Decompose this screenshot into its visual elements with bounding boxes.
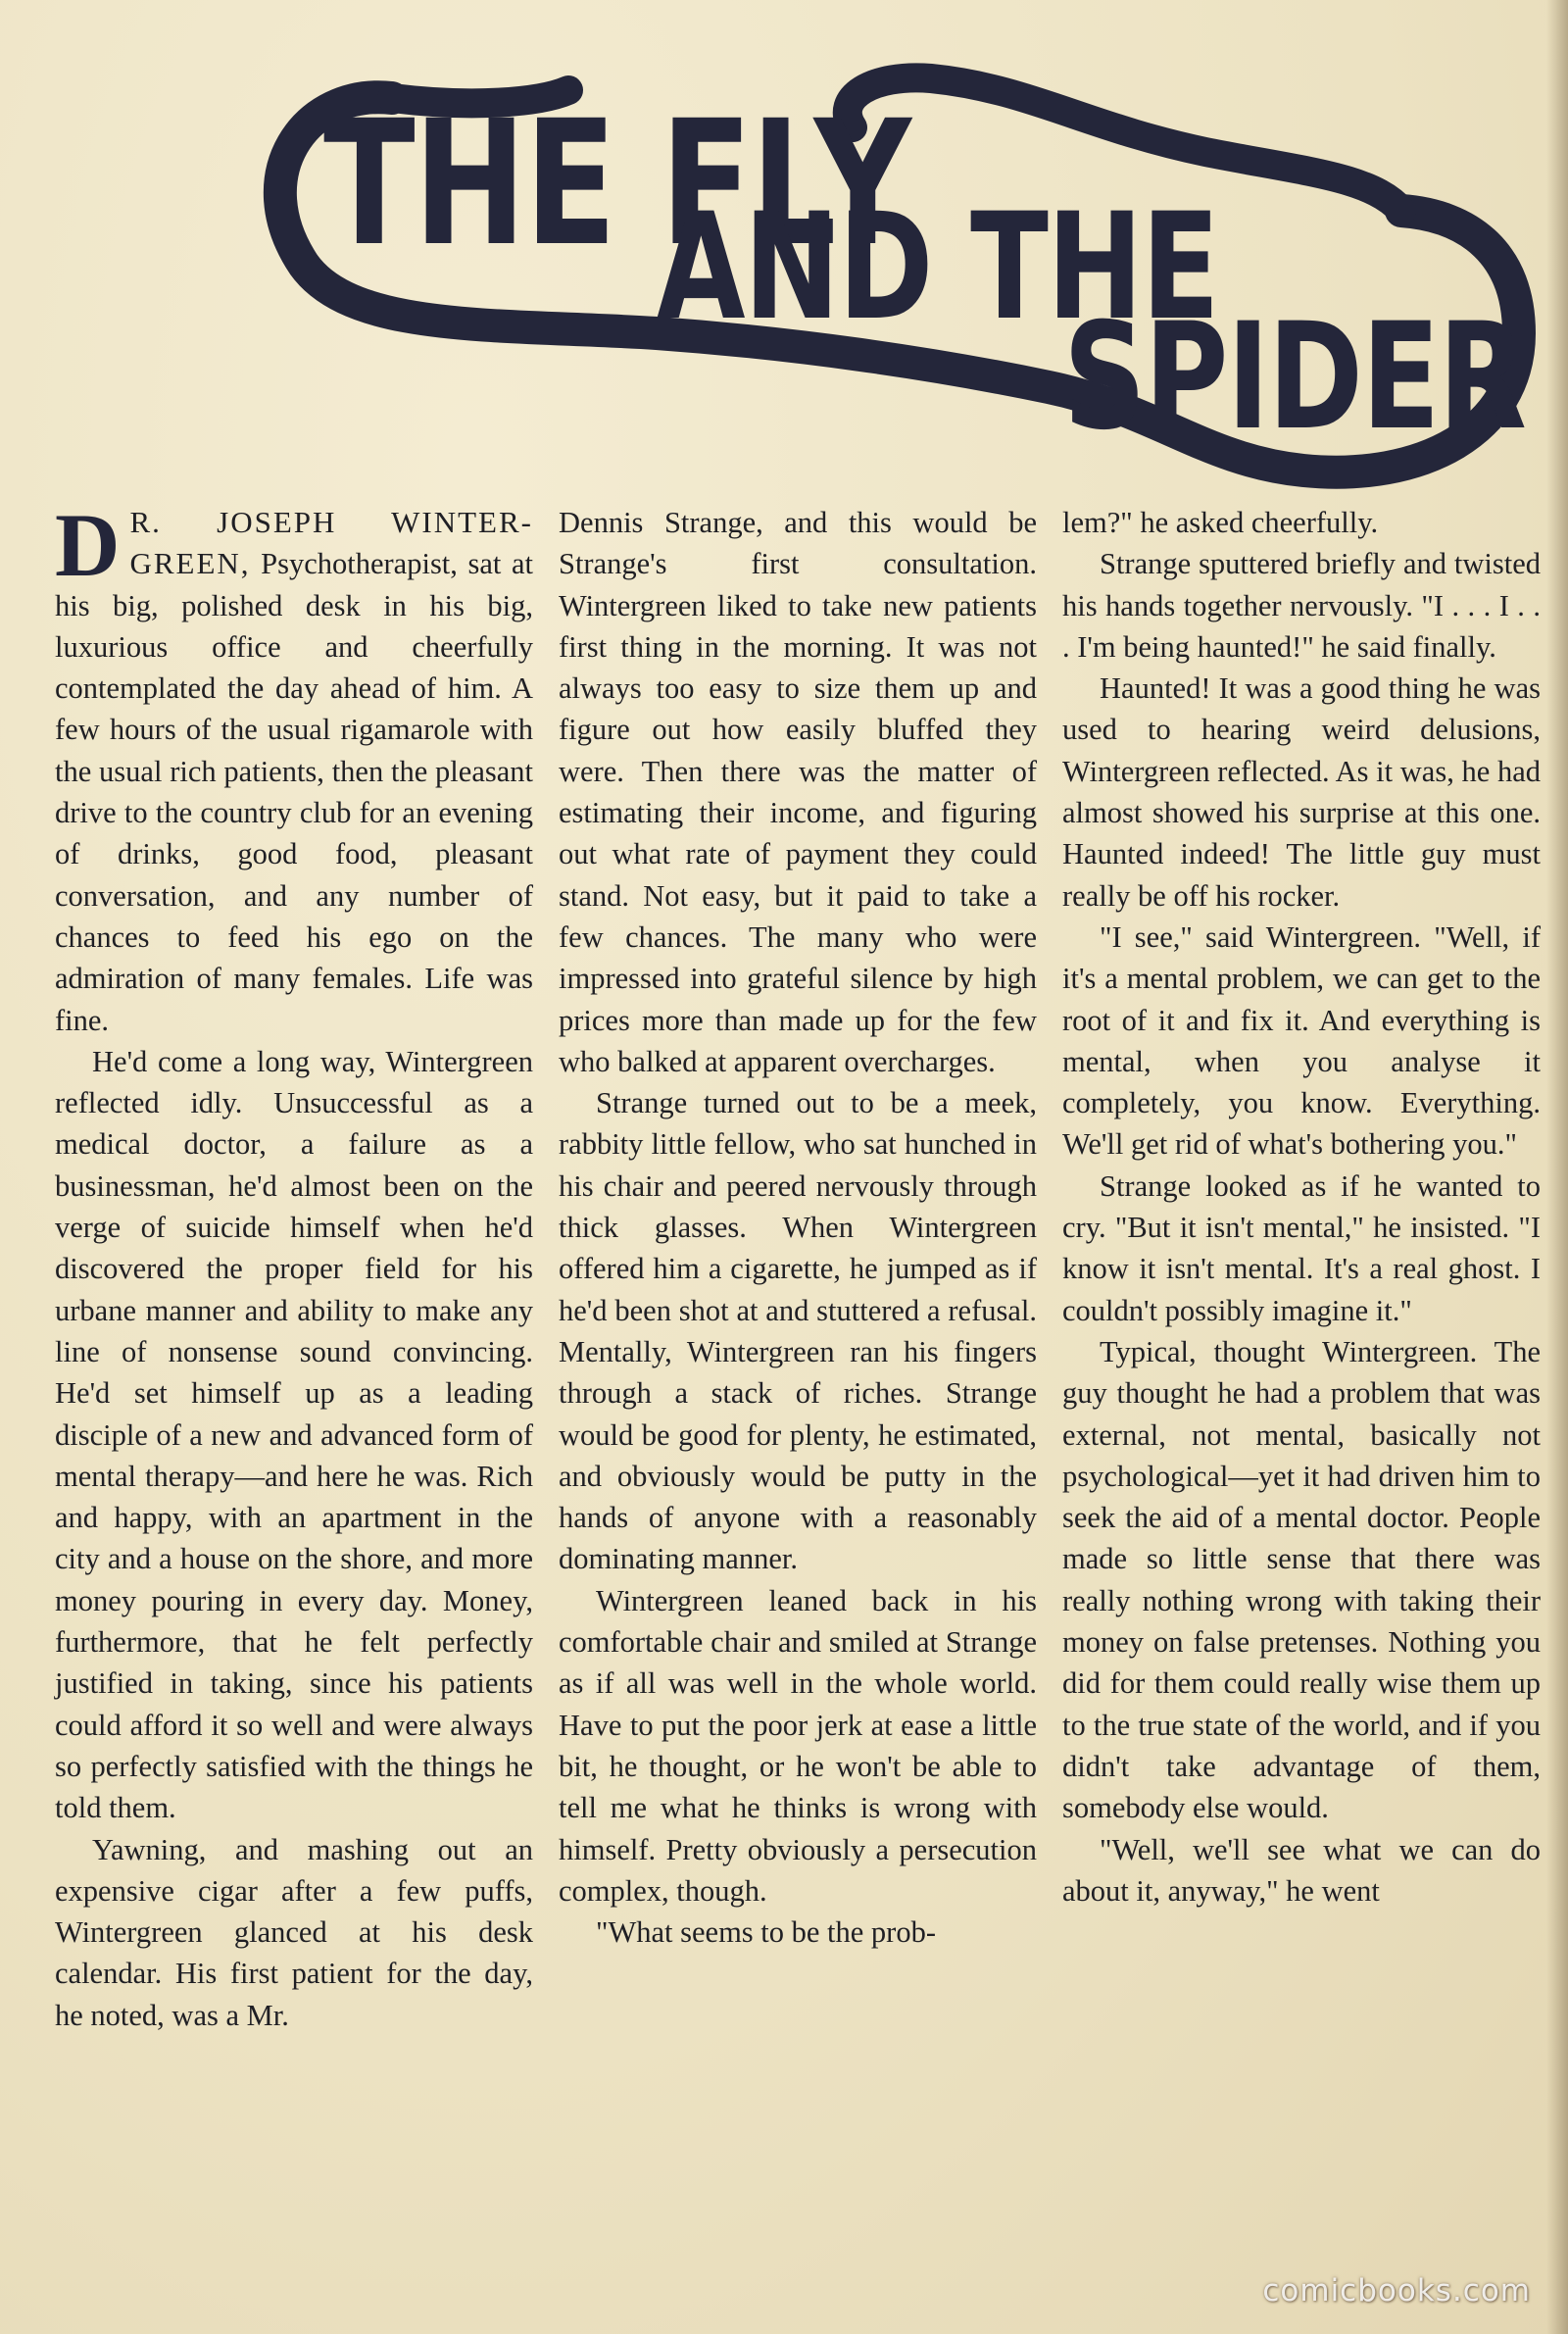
title-line-3: SPIDER [1063, 292, 1526, 463]
opening-caps: R. JOSEPH WINTER-GREEN, [129, 505, 533, 581]
paragraph: Strange turned out to be a meek, rabbity little fellow, who sat hunched in his chair and peered nervously through thick glasses. When Wintergreen offered him a cigarette, he jumped as if he'd been shot at and stuttered a refusal. Mentally, Wintergreen ran his fingers through a stack of riches. Strange would be good for plenty, he estimated, and obviously would be putty in the hands of anyone with a reasonably dominating manner. [559, 1086, 1037, 1576]
paragraph-text: Psychotherapist, sat at his big, polished desk in his big, luxurious office and cheerfully contemplated the day ahead of him. A few hours of the usual rigamarole with the usual rich patients, then the pleasant drive to the country club for an evening of drinks, good food, pleasant conversation, and any number of chances to feed his ego on the admiration of many females. Life was fine. [55, 547, 533, 1037]
paragraph: Dennis Strange, and this would be Strange's first consultation. Wintergreen liked to take new patients first thing in the morning. It was not always too easy to size them up and figure out how easily bluffed they were. Then there was the matter of estimating their income, and figuring out what rate of payment they could stand. Not easy, but it paid to take a few chances. The many who were impressed into grateful silence by high prices more than made up for the few who balked at apparent overcharges. [559, 506, 1037, 1078]
paragraph: Yawning, and mashing out an expensive cigar after a few puffs, Wintergreen glanced at his desk calendar. His first patient for the day, he noted, was a Mr. [55, 1832, 533, 2032]
article-body [55, 495, 1541, 2261]
paragraph [55, 495, 533, 1041]
paragraph: "What seems to be the prob- [596, 1915, 936, 1950]
paragraph: He'd come a long way, Wintergreen reflected idly. Unsuccessful as a medical doctor, a failure as a businessman, he'd almost been on the verge of suicide himself when he'd discovered the proper field for his urbane manner and ability to make any line of nonsense sound convincing. He'd set himself up as a leading disciple of a new and advanced form of mental therapy—and here he was. Rich and happy, with an apartment in the city and a house on the shore, and more money pouring in every day. Money, furthermore, that he felt perfectly justified in taking, since his patients could afford it so well and were always so perfectly satisfied with the things he told them. [55, 1044, 533, 1825]
column-3 [1062, 502, 1541, 2261]
title-line-1: THE FLY [323, 83, 910, 284]
column-2 [559, 502, 1037, 2261]
paragraph: Wintergreen leaned back in his comfortable chair and smiled at Strange as if all was well in the whole world. Have to put the poor jerk at ease a little bit, he thought, or he won't be able to tell me what he thinks is wrong with himself. Pretty obviously a persecution complex, though. [559, 1583, 1037, 1908]
drop-cap: D [55, 495, 121, 595]
paragraph: Haunted! It was a good thing he was used to hearing weird delusions, Wintergreen reflected. As it was, he had almost showed his surprise at this one. Haunted indeed! The little guy must really be off his rocker. [1062, 671, 1541, 913]
paragraph: lem?" he asked cheerfully. [1062, 506, 1379, 539]
paragraph: Typical, thought Wintergreen. The guy thought he had a problem that was external, not mental, basically not psychological—yet it had driven him to seek the aid of a mental doctor. People made so little sense that there was really nothing wrong with taking their money on false pretenses. Nothing you did for them could really wise them up to the true state of the world, and if you didn't take advantage of them, somebody else would. [1062, 1334, 1541, 1825]
page-edge-shadow [1546, 0, 1568, 2334]
paragraph: "I see," said Wintergreen. "Well, if it's a mental problem, we can get to the root of it and fix it. And everything is mental, when you analyse it completely, you know. Everything. We'll get rid of what's bothering you." [1062, 919, 1541, 1162]
paragraph: Strange sputtered briefly and twisted his hands together nervously. "I . . . I . . . I'm being haunted!" he said finally. [1062, 547, 1541, 664]
watermark: comicbooks.com [1262, 2273, 1531, 2309]
title-line-2: AND THE [657, 182, 1219, 353]
column-1 [55, 495, 533, 2261]
paragraph: "Well, we'll see what we can do about it, anyway," he went [1062, 1832, 1541, 1908]
paragraph: Strange looked as if he wanted to cry. "But it isn't mental," he insisted. "I know it isn't mental. It's a real ghost. I couldn't possibly imagine it." [1062, 1168, 1541, 1327]
